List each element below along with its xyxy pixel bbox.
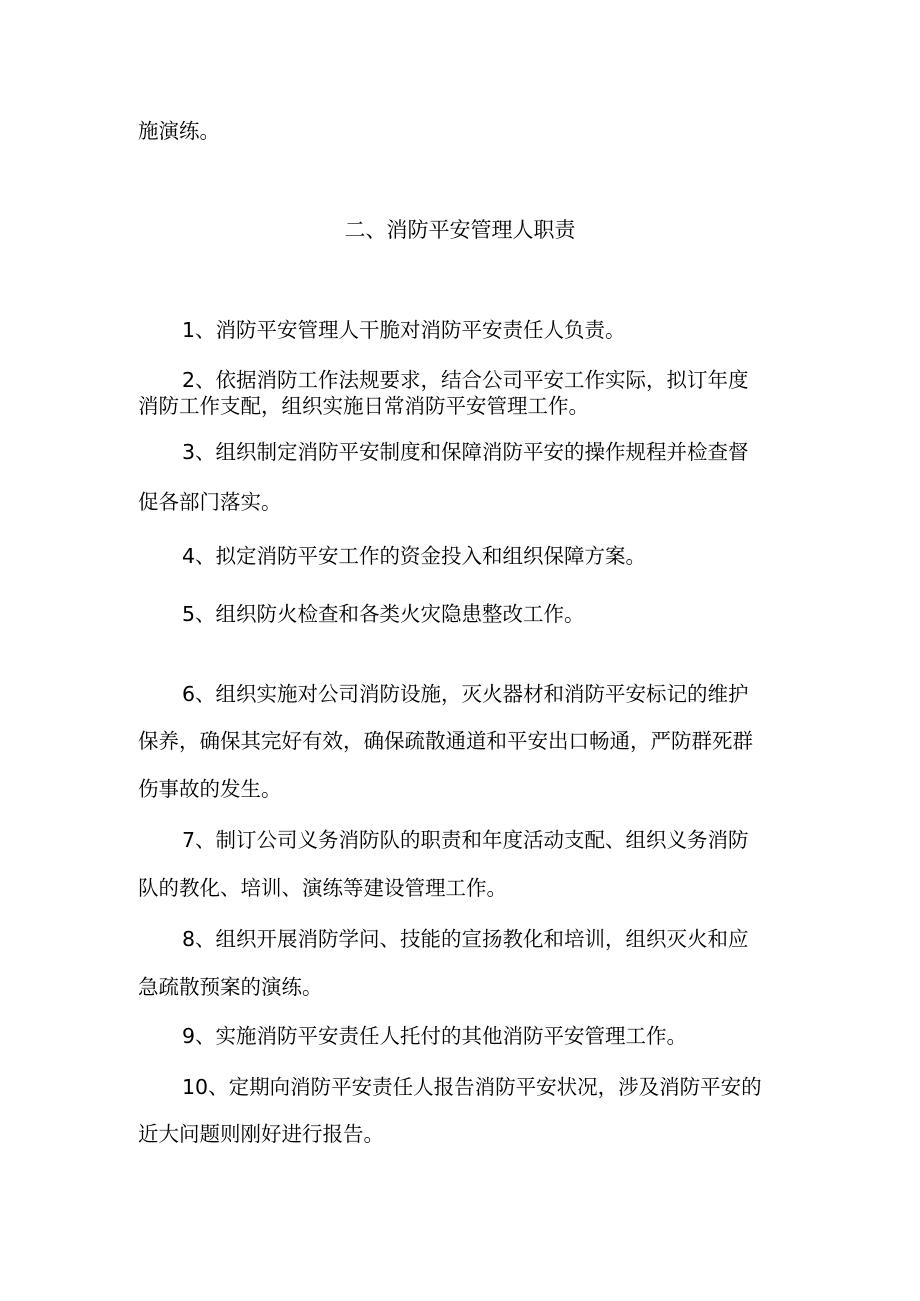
continuation-text: 施演练。 (138, 119, 220, 143)
item-line: 5、组织防火检查和各类火灾隐患整改工作。 (182, 602, 585, 626)
item-line: 3、组织制定消防平安制度和保障消防平安的操作规程并检查督 (182, 440, 749, 464)
item-line: 近大问题则刚好进行报告。 (138, 1122, 384, 1146)
item-line: 9、实施消防平安责任人托付的其他消防平安管理工作。 (182, 1024, 688, 1048)
item-line: 伤事故的发生。 (138, 777, 282, 801)
item-line: 2、依据消防工作法规要求，结合公司平安工作实际，拟订年度 (182, 368, 749, 392)
item-line: 保养，确保其完好有效，确保疏散通道和平安出口畅通，严防群死群 (138, 729, 753, 753)
item-line: 消防工作支配，组织实施日常消防平安管理工作。 (138, 394, 589, 418)
section-title: 二、消防平安管理人职责 (344, 218, 576, 242)
item-line: 1、消防平安管理人干脆对消防平安责任人负责。 (182, 318, 626, 342)
item-line: 急疏散预案的演练。 (138, 975, 323, 999)
item-line: 8、组织开展消防学问、技能的宣扬教化和培训，组织灭火和应 (182, 927, 749, 951)
item-line: 4、拟定消防平安工作的资金投入和组织保障方案。 (182, 544, 647, 568)
item-line: 6、组织实施对公司消防设施，灭火器材和消防平安标记的维护 (182, 682, 749, 706)
item-line: 7、制订公司义务消防队的职责和年度活动支配、组织义务消防 (182, 828, 749, 852)
item-line: 10、定期向消防平安责任人报告消防平安状况，涉及消防平安的 (182, 1075, 762, 1099)
item-line: 队的教化、培训、演练等建设管理工作。 (138, 876, 507, 900)
item-line: 促各部门落实。 (138, 490, 282, 514)
